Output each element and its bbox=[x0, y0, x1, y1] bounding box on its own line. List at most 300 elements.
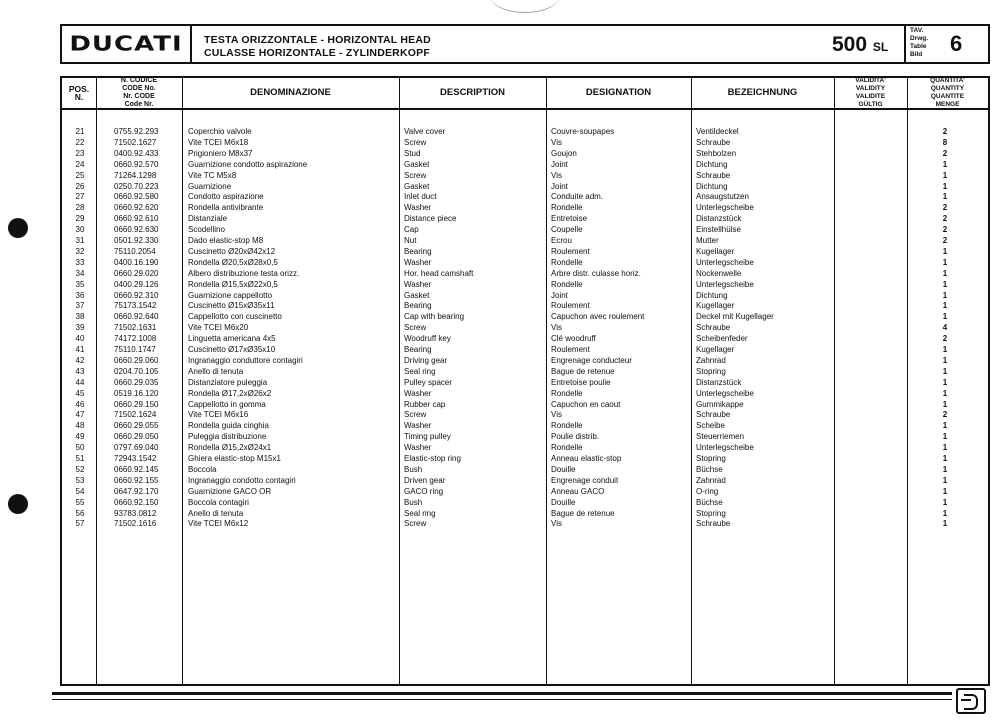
cell-en: Washer bbox=[404, 279, 432, 289]
cell-pos: 44 bbox=[75, 377, 85, 387]
cell-qty: 1 bbox=[942, 279, 948, 289]
cell-fr: Vis bbox=[551, 410, 562, 420]
cell-pos: 39 bbox=[75, 323, 85, 333]
footer-rule bbox=[52, 692, 952, 695]
cell-it: Vite TCEI M6x18 bbox=[188, 137, 249, 147]
cell-de: Einstellhülse bbox=[696, 225, 741, 235]
cell-it: Anello di tenuta bbox=[188, 366, 244, 376]
cell-pos: 31 bbox=[75, 236, 85, 245]
table-row bbox=[62, 409, 988, 420]
table-row bbox=[62, 191, 988, 202]
cell-it: Ghiera elastic-stop M15x1 bbox=[188, 454, 281, 463]
header-text: N. bbox=[74, 92, 84, 102]
cell-qty: 2 bbox=[942, 127, 948, 136]
cell-en: Valve cover bbox=[404, 127, 446, 136]
cell-code: 0250.70.223 bbox=[114, 181, 159, 191]
cell-pos: 53 bbox=[75, 475, 85, 485]
cell-en: Driven gear bbox=[404, 475, 446, 485]
cell-de: Dichtung bbox=[696, 290, 728, 300]
cell-de: Stopring bbox=[696, 508, 726, 518]
cell-fr: Goujon bbox=[551, 148, 577, 158]
cell-pos: 32 bbox=[75, 246, 85, 256]
table-row bbox=[62, 257, 988, 268]
col-header-code bbox=[96, 78, 182, 108]
cell-pos: 40 bbox=[75, 334, 85, 344]
cell-en: Bush bbox=[404, 497, 423, 507]
cell-code: 93783.0812 bbox=[114, 508, 157, 518]
table-number: 6 bbox=[950, 31, 963, 56]
cell-en: Seal ring bbox=[404, 366, 436, 376]
cell-qty: 1 bbox=[942, 388, 948, 398]
header-text: MENGE bbox=[935, 101, 960, 108]
table-row bbox=[62, 431, 988, 442]
top-arc-mark bbox=[490, 0, 560, 13]
cell-pos: 23 bbox=[75, 148, 85, 158]
cell-en: Bush bbox=[404, 464, 423, 474]
cell-qty: 1 bbox=[942, 181, 948, 191]
cell-de: Schraube bbox=[696, 410, 731, 420]
header-text: QUANTITA' bbox=[930, 77, 965, 84]
cell-qty: 1 bbox=[942, 312, 948, 322]
cell-en: Bearing bbox=[404, 345, 432, 354]
punch-hole bbox=[8, 218, 28, 238]
cell-pos: 43 bbox=[75, 366, 85, 376]
cell-qty: 1 bbox=[942, 421, 948, 431]
col-header-validita bbox=[834, 78, 907, 108]
cell-pos: 27 bbox=[75, 192, 85, 202]
cell-de: Schraube bbox=[696, 323, 731, 333]
cell-en: Washer bbox=[404, 443, 432, 453]
cell-code: 71502.1627 bbox=[114, 137, 157, 147]
cell-qty: 1 bbox=[942, 432, 948, 442]
cell-it: Cuscinetto Ø17xØ35x10 bbox=[188, 345, 276, 354]
cell-code: 0660.92.630 bbox=[114, 225, 159, 235]
cell-pos: 21 bbox=[75, 127, 85, 136]
cell-it: Boccola contagiri bbox=[188, 497, 249, 507]
cell-pos: 26 bbox=[75, 181, 85, 191]
table-row bbox=[62, 235, 988, 246]
cell-pos: 57 bbox=[75, 519, 85, 529]
cell-qty: 8 bbox=[942, 137, 948, 147]
cell-code: 0660.92.155 bbox=[114, 475, 159, 485]
table-row bbox=[62, 126, 988, 137]
cell-fr: Entretoise poulie bbox=[551, 377, 611, 387]
cell-de: Kugellager bbox=[696, 246, 735, 256]
table-row bbox=[62, 279, 988, 290]
cell-fr: Ecrou bbox=[551, 236, 572, 245]
cell-it: Guarnizione bbox=[188, 181, 232, 191]
header-text: GÜLTIG bbox=[858, 101, 883, 108]
table-row bbox=[62, 497, 988, 508]
cell-qty: 4 bbox=[942, 323, 948, 333]
cell-code: 0755.92.293 bbox=[114, 127, 159, 136]
cell-fr: Rondelle bbox=[551, 279, 583, 289]
cell-qty: 1 bbox=[942, 345, 948, 354]
cell-pos: 42 bbox=[75, 355, 85, 365]
cell-code: 0660.92.580 bbox=[114, 192, 159, 202]
header-text: VALIDITY bbox=[855, 85, 886, 92]
cell-code: 71502.1616 bbox=[114, 519, 157, 529]
table-row bbox=[62, 355, 988, 366]
title-line-1: TESTA ORIZZONTALE - HORIZONTAL HEAD bbox=[204, 34, 431, 46]
table-row bbox=[62, 213, 988, 224]
col-header-denominazione: DENOMINAZIONE bbox=[250, 87, 331, 98]
cell-qty: 1 bbox=[942, 486, 948, 496]
cell-qty: 2 bbox=[942, 236, 948, 245]
cell-de: Unterlegscheibe bbox=[696, 257, 754, 267]
cell-it: Rondella Ø17,2xØ26x2 bbox=[188, 388, 272, 398]
header-text: POS. bbox=[68, 84, 90, 94]
table-row bbox=[62, 377, 988, 388]
cell-de: Kugellager bbox=[696, 301, 735, 311]
cell-it: Guarnizione GACO OR bbox=[188, 486, 272, 496]
header-text: QUANTITE bbox=[930, 93, 965, 100]
cell-code: 0204.70.105 bbox=[114, 366, 159, 376]
cell-fr: Conduite adm. bbox=[551, 192, 604, 202]
cell-en: Screw bbox=[404, 170, 427, 180]
cell-en: Timing pulley bbox=[404, 432, 451, 442]
cell-en: GACO ring bbox=[404, 486, 444, 496]
cell-pos: 38 bbox=[75, 312, 85, 322]
tav-label: Table bbox=[910, 43, 927, 50]
cell-fr: Rondelle bbox=[551, 421, 583, 431]
punch-hole bbox=[8, 494, 28, 514]
cell-qty: 2 bbox=[942, 214, 948, 224]
table-row bbox=[62, 170, 988, 181]
cell-code: 0660.29.020 bbox=[114, 268, 159, 278]
cell-it: Distanziatore puleggia bbox=[188, 377, 268, 387]
cell-fr: Engrenage conducteur bbox=[551, 355, 632, 365]
col-header-designation: DESIGNATION bbox=[585, 87, 652, 98]
header-text: Nr. CODE bbox=[123, 93, 155, 100]
cell-qty: 2 bbox=[942, 410, 948, 420]
cell-pos: 36 bbox=[75, 290, 85, 300]
cell-en: Inlet duct bbox=[404, 192, 437, 202]
cell-pos: 48 bbox=[75, 421, 85, 431]
cell-qty: 1 bbox=[942, 377, 948, 387]
cell-de: Dichtung bbox=[696, 181, 728, 191]
cell-de: Gummikappe bbox=[696, 399, 744, 409]
cell-code: 72943.1542 bbox=[114, 454, 157, 463]
cell-pos: 56 bbox=[75, 508, 85, 518]
cell-qty: 1 bbox=[942, 497, 948, 507]
table-row bbox=[62, 333, 988, 344]
cell-it: Scodellino bbox=[188, 225, 225, 235]
cell-fr: Joint bbox=[551, 181, 568, 191]
cell-en: Washer bbox=[404, 421, 432, 431]
table-row bbox=[62, 137, 988, 148]
cell-de: Distanzstück bbox=[696, 377, 742, 387]
cell-en: Washer bbox=[404, 388, 432, 398]
cell-code: 71502.1631 bbox=[114, 323, 157, 333]
cell-de: Zahnrad bbox=[696, 355, 726, 365]
cell-pos: 28 bbox=[75, 203, 85, 213]
cell-code: 75173.1542 bbox=[114, 301, 157, 311]
cell-it: Guarnizione condotto aspirazione bbox=[188, 159, 308, 169]
cell-fr: Vis bbox=[551, 323, 562, 333]
cell-en: Screw bbox=[404, 410, 427, 420]
ducati-logo: DUCATI bbox=[69, 32, 183, 56]
cell-fr: Anneau GACO bbox=[551, 486, 605, 496]
cell-it: Prigioniero M8x37 bbox=[188, 148, 253, 158]
cell-code: 0660.29.050 bbox=[114, 432, 159, 442]
header-text: Code Nr. bbox=[124, 101, 154, 108]
cell-fr: Joint bbox=[551, 290, 568, 300]
header-text: QUANTITY bbox=[930, 85, 965, 92]
cell-it: Vite TCEI M6x12 bbox=[188, 519, 249, 529]
cell-code: 0660.92.640 bbox=[114, 312, 159, 322]
cell-pos: 30 bbox=[75, 225, 85, 235]
cell-de: Schraube bbox=[696, 137, 731, 147]
cell-it: Rondella antivibrante bbox=[188, 203, 264, 213]
cell-qty: 1 bbox=[942, 366, 948, 376]
cell-en: Seal ring bbox=[404, 508, 436, 518]
cell-fr: Douille bbox=[551, 464, 576, 474]
header-text: N. CODICE bbox=[120, 77, 158, 84]
cell-en: Elastic-stop ring bbox=[404, 454, 461, 463]
cell-pos: 34 bbox=[75, 268, 85, 278]
footer-rule bbox=[52, 699, 952, 700]
cell-qty: 1 bbox=[942, 464, 948, 474]
cell-it: Linguetta americana 4x5 bbox=[188, 334, 276, 344]
cell-it: Albero distribuzione testa orizz. bbox=[188, 268, 300, 278]
cell-de: Nockenwelle bbox=[696, 268, 742, 278]
cell-de: Schraube bbox=[696, 519, 731, 529]
cell-pos: 55 bbox=[75, 497, 85, 507]
cell-pos: 45 bbox=[75, 388, 85, 398]
cell-de: Büchse bbox=[696, 464, 723, 474]
cell-en: Bearing bbox=[404, 246, 432, 256]
cell-code: 0660.92.145 bbox=[114, 464, 159, 474]
cell-qty: 1 bbox=[942, 399, 948, 409]
cell-de: Stehbolzen bbox=[696, 148, 737, 158]
cell-it: Rondella Ø15,5xØ22x0,5 bbox=[188, 279, 278, 289]
table-row bbox=[62, 366, 988, 377]
cell-fr: Rondelle bbox=[551, 388, 583, 398]
table-row bbox=[62, 420, 988, 431]
cell-en: Screw bbox=[404, 137, 427, 147]
header-divider bbox=[62, 108, 988, 110]
cell-en: Screw bbox=[404, 519, 427, 529]
cell-fr: Roulement bbox=[551, 301, 590, 311]
cell-code: 0660.92.310 bbox=[114, 290, 159, 300]
cell-fr: Clé woodruff bbox=[551, 334, 596, 344]
cell-fr: Capuchon en caout bbox=[551, 399, 621, 409]
cell-fr: Roulement bbox=[551, 246, 590, 256]
cell-fr: Anneau elastic-stop bbox=[551, 454, 622, 463]
table-row bbox=[62, 486, 988, 497]
cell-qty: 1 bbox=[942, 443, 948, 453]
cell-code: 0647.92.170 bbox=[114, 486, 159, 496]
cell-pos: 50 bbox=[75, 443, 85, 453]
tav-label: Drwg. bbox=[910, 35, 929, 42]
cell-de: Mutter bbox=[696, 236, 719, 245]
tav-label: Bild bbox=[910, 51, 923, 58]
cell-qty: 2 bbox=[942, 203, 948, 213]
cell-qty: 1 bbox=[942, 290, 948, 300]
header-text: VALIDITE bbox=[855, 93, 886, 100]
cell-de: Stopring bbox=[696, 454, 726, 463]
cell-it: Ingranaggio condotto contagiri bbox=[188, 475, 296, 485]
cell-it: Cappellotto con cuscinetto bbox=[188, 312, 282, 322]
cell-it: Boccola bbox=[188, 464, 217, 474]
logo-cell bbox=[62, 26, 192, 62]
cell-en: Pulley spacer bbox=[404, 377, 453, 387]
cell-fr: Douille bbox=[551, 497, 576, 507]
model-label bbox=[832, 33, 888, 57]
col-header-pos bbox=[62, 78, 96, 108]
cell-en: Stud bbox=[404, 148, 421, 158]
table-row bbox=[62, 311, 988, 322]
cell-en: Hor. head camshaft bbox=[404, 268, 474, 278]
cell-code: 0660.92.570 bbox=[114, 159, 159, 169]
cell-it: Vite TC M5x8 bbox=[188, 170, 237, 180]
cell-fr: Couvre-soupapes bbox=[551, 127, 615, 136]
table-row bbox=[62, 224, 988, 235]
cell-de: Unterlegscheibe bbox=[696, 443, 754, 453]
cell-en: Gasket bbox=[404, 290, 430, 300]
cell-it: Vite TCEI M6x16 bbox=[188, 410, 249, 420]
cell-fr: Bague de retenue bbox=[551, 366, 615, 376]
model-number: 500 bbox=[832, 33, 868, 56]
cell-de: O-ring bbox=[696, 486, 719, 496]
cell-code: 0660.29.060 bbox=[114, 355, 159, 365]
cell-code: 0400.16.190 bbox=[114, 257, 159, 267]
cell-de: Büchse bbox=[696, 497, 723, 507]
cell-de: Unterlegscheibe bbox=[696, 203, 754, 213]
model-suffix: SL bbox=[872, 40, 889, 54]
cell-de: Kugellager bbox=[696, 345, 735, 354]
cell-qty: 1 bbox=[942, 508, 948, 518]
cell-fr: Joint bbox=[551, 159, 568, 169]
cell-qty: 1 bbox=[942, 301, 948, 311]
cell-de: Distanzstück bbox=[696, 214, 742, 224]
cell-code: 0660.92.150 bbox=[114, 497, 159, 507]
cell-it: Cuscinetto Ø15xØ35x11 bbox=[188, 301, 275, 311]
parts-table bbox=[60, 76, 990, 686]
cell-pos: 46 bbox=[75, 399, 85, 409]
table-row bbox=[62, 300, 988, 311]
table-number-labels bbox=[910, 27, 928, 59]
table-row bbox=[62, 322, 988, 333]
cell-en: Cap bbox=[404, 225, 419, 235]
cell-it: Cuscinetto Ø20xØ42x12 bbox=[188, 246, 276, 256]
cell-pos: 54 bbox=[75, 486, 85, 496]
cell-code: 75110.1747 bbox=[114, 345, 156, 354]
cell-en: Washer bbox=[404, 257, 432, 267]
cell-pos: 41 bbox=[75, 345, 85, 354]
table-row bbox=[62, 453, 988, 464]
cell-it: Anello di tenuta bbox=[188, 508, 244, 518]
cell-qty: 2 bbox=[942, 225, 948, 235]
cell-en: Nut bbox=[404, 236, 417, 245]
cell-en: Screw bbox=[404, 323, 427, 333]
table-row bbox=[62, 148, 988, 159]
table-row bbox=[62, 388, 988, 399]
cell-en: Gasket bbox=[404, 159, 430, 169]
cell-fr: Entretoise bbox=[551, 214, 588, 224]
cell-pos: 35 bbox=[75, 279, 85, 289]
table-number-cell bbox=[904, 26, 990, 62]
cell-en: Distance piece bbox=[404, 214, 457, 224]
table-row bbox=[62, 268, 988, 279]
cell-fr: Bague de retenue bbox=[551, 508, 615, 518]
cell-code: 71502.1624 bbox=[114, 410, 157, 420]
cell-code: 0519.16.120 bbox=[114, 388, 159, 398]
cell-de: Ansaugstutzen bbox=[696, 192, 749, 202]
cell-it: Rondella Ø15,2xØ24x1 bbox=[188, 443, 272, 453]
table-row bbox=[62, 159, 988, 170]
cell-qty: 1 bbox=[942, 454, 948, 463]
cell-en: Rubber cap bbox=[404, 399, 446, 409]
table-row bbox=[62, 518, 988, 529]
cell-pos: 52 bbox=[75, 464, 85, 474]
page-header bbox=[60, 24, 990, 64]
cell-fr: Roulement bbox=[551, 345, 590, 354]
cell-it: Distanziale bbox=[188, 214, 228, 224]
cell-code: 0660.92.620 bbox=[114, 203, 159, 213]
header-text: VALIDITA' bbox=[855, 77, 886, 84]
cell-de: Steuerriemen bbox=[696, 432, 745, 442]
table-row bbox=[62, 399, 988, 410]
ducati-d-icon bbox=[956, 688, 986, 714]
cell-it: Condotto aspirazione bbox=[188, 192, 264, 202]
cell-it: Coperchio valvole bbox=[188, 127, 252, 136]
cell-it: Ingranaggio conduttore contagiri bbox=[188, 355, 303, 365]
cell-it: Puleggia distribuzione bbox=[188, 432, 267, 442]
col-header-quantita bbox=[907, 78, 988, 108]
header-text: CODE No. bbox=[122, 85, 156, 92]
cell-code: 0797.69.040 bbox=[114, 443, 159, 453]
cell-de: Stopring bbox=[696, 366, 726, 376]
cell-fr: Coupelle bbox=[551, 225, 583, 235]
cell-fr: Engrenage conduit bbox=[551, 475, 619, 485]
cell-de: Schraube bbox=[696, 170, 731, 180]
cell-fr: Rondelle bbox=[551, 443, 583, 453]
cell-fr: Vis bbox=[551, 170, 562, 180]
cell-qty: 1 bbox=[942, 246, 948, 256]
cell-de: Unterlegscheibe bbox=[696, 279, 754, 289]
cell-de: Deckel mit Kugellager bbox=[696, 312, 774, 322]
cell-code: 0400.29.126 bbox=[114, 279, 159, 289]
cell-pos: 22 bbox=[75, 137, 85, 147]
cell-fr: Vis bbox=[551, 137, 562, 147]
cell-qty: 1 bbox=[942, 159, 948, 169]
cell-it: Rondella guida cinghia bbox=[188, 421, 269, 431]
table-row bbox=[62, 290, 988, 301]
tav-label: TAV. bbox=[910, 27, 924, 34]
cell-de: Dichtung bbox=[696, 159, 728, 169]
cell-qty: 1 bbox=[942, 170, 948, 180]
cell-qty: 1 bbox=[942, 257, 948, 267]
cell-it: Dado elastic-stop M8 bbox=[188, 236, 264, 245]
cell-en: Cap with bearing bbox=[404, 312, 465, 322]
cell-qty: 2 bbox=[942, 148, 948, 158]
cell-code: 0501.92.330 bbox=[114, 236, 159, 245]
cell-code: 0660.92.610 bbox=[114, 214, 159, 224]
cell-it: Vite TCEI M6x20 bbox=[188, 323, 249, 333]
cell-code: 0660.29.035 bbox=[114, 377, 159, 387]
cell-it: Cappellotto in gomma bbox=[188, 399, 266, 409]
cell-fr: Arbre distr. culasse horiz. bbox=[551, 268, 641, 278]
cell-en: Gasket bbox=[404, 181, 430, 191]
cell-pos: 37 bbox=[75, 301, 85, 311]
cell-qty: 1 bbox=[942, 355, 948, 365]
cell-code: 0660.29.055 bbox=[114, 421, 159, 431]
cell-it: Guarnizione cappellotto bbox=[188, 290, 273, 300]
cell-qty: 1 bbox=[942, 192, 948, 202]
cell-fr: Vis bbox=[551, 519, 562, 529]
